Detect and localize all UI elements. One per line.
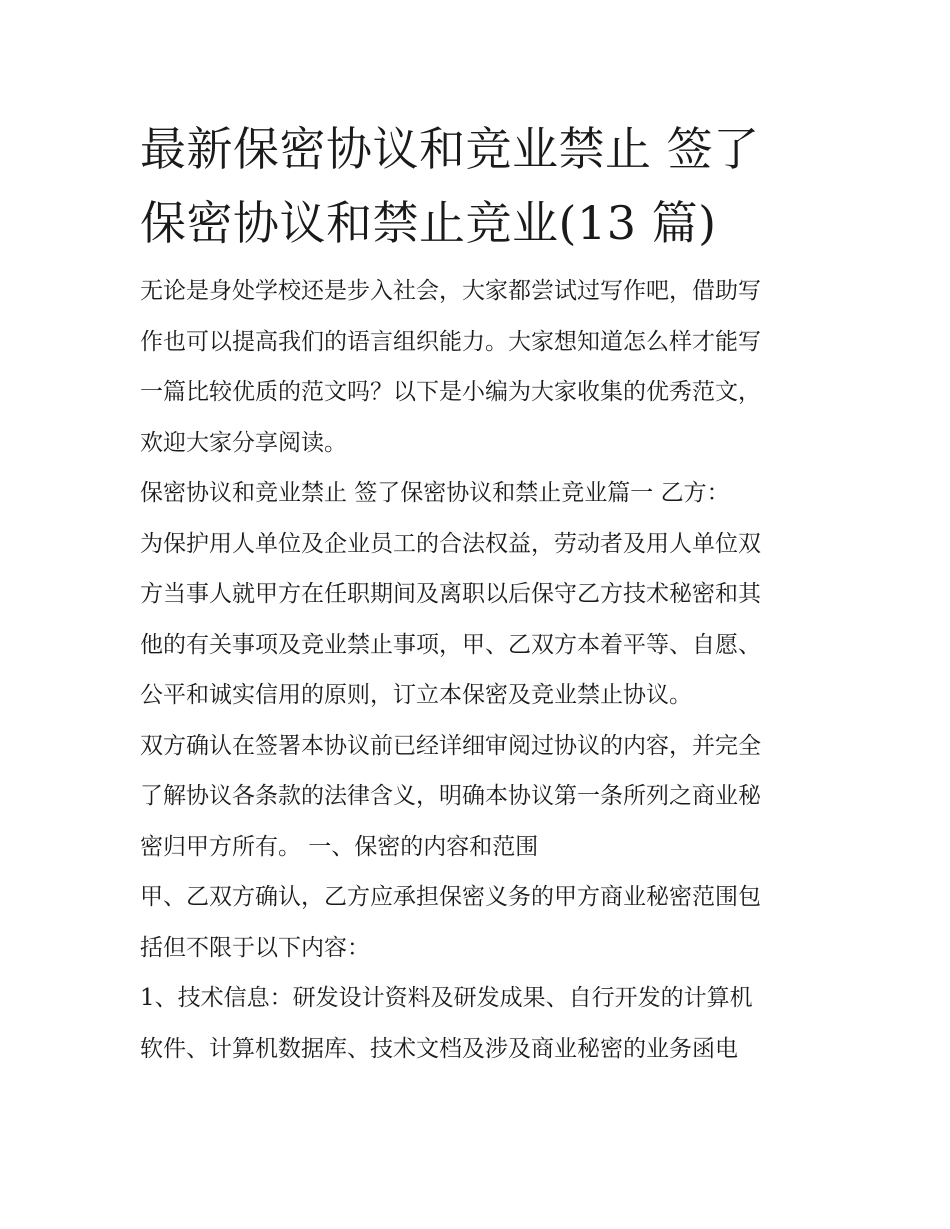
scope-paragraph: 甲、乙双方确认，乙方应承担保密义务的甲方商业秘密范围包 括但不限于以下内容： [140,884,761,961]
title-line-2: 保密协议和禁止竞业(13 篇) [140,196,717,250]
confirmation-paragraph: 双方确认在签署本协议前已经详细审阅过协议的内容，并完全 了解协议各条款的法律含义，明确本协议第一条所列之商业秘 密归甲方所有。 一、保密的内容和范围 [140,732,761,860]
title-line-1: 最新保密协议和竞业禁止 签了 [140,122,760,176]
purpose-paragraph: 为保护用人单位及企业员工的合法权益，劳动者及用人单位双 方当事人就甲方在任职期间及离职以后保守乙方技术秘密和其 他的有关事项及竞业禁止事项，甲、乙双方本着平等、自愿、 公平和诚实信用的原则，订立本保密及竞业禁止协议。 [140,530,761,708]
document-page [140,112,815,1074]
document-title [140,112,815,260]
section-heading-paragraph: 保密协议和竞业禁止 签了保密协议和禁止竞业篇一 乙方： [140,480,730,506]
intro-paragraph: 无论是身处学校还是步入社会，大家都尝试过写作吧，借助写 作也可以提高我们的语言组织能力。大家想知道怎么样才能写 一篇比较优质的范文吗？以下是小编为大家收集的优秀范文， 欢迎大家分享阅读。 [140,278,761,456]
technical-info-paragraph: 1、技术信息：研发设计资料及研发成果、自行开发的计算机 软件、计算机数据库、技术文档及涉及商业秘密的业务函电 [140,985,753,1062]
